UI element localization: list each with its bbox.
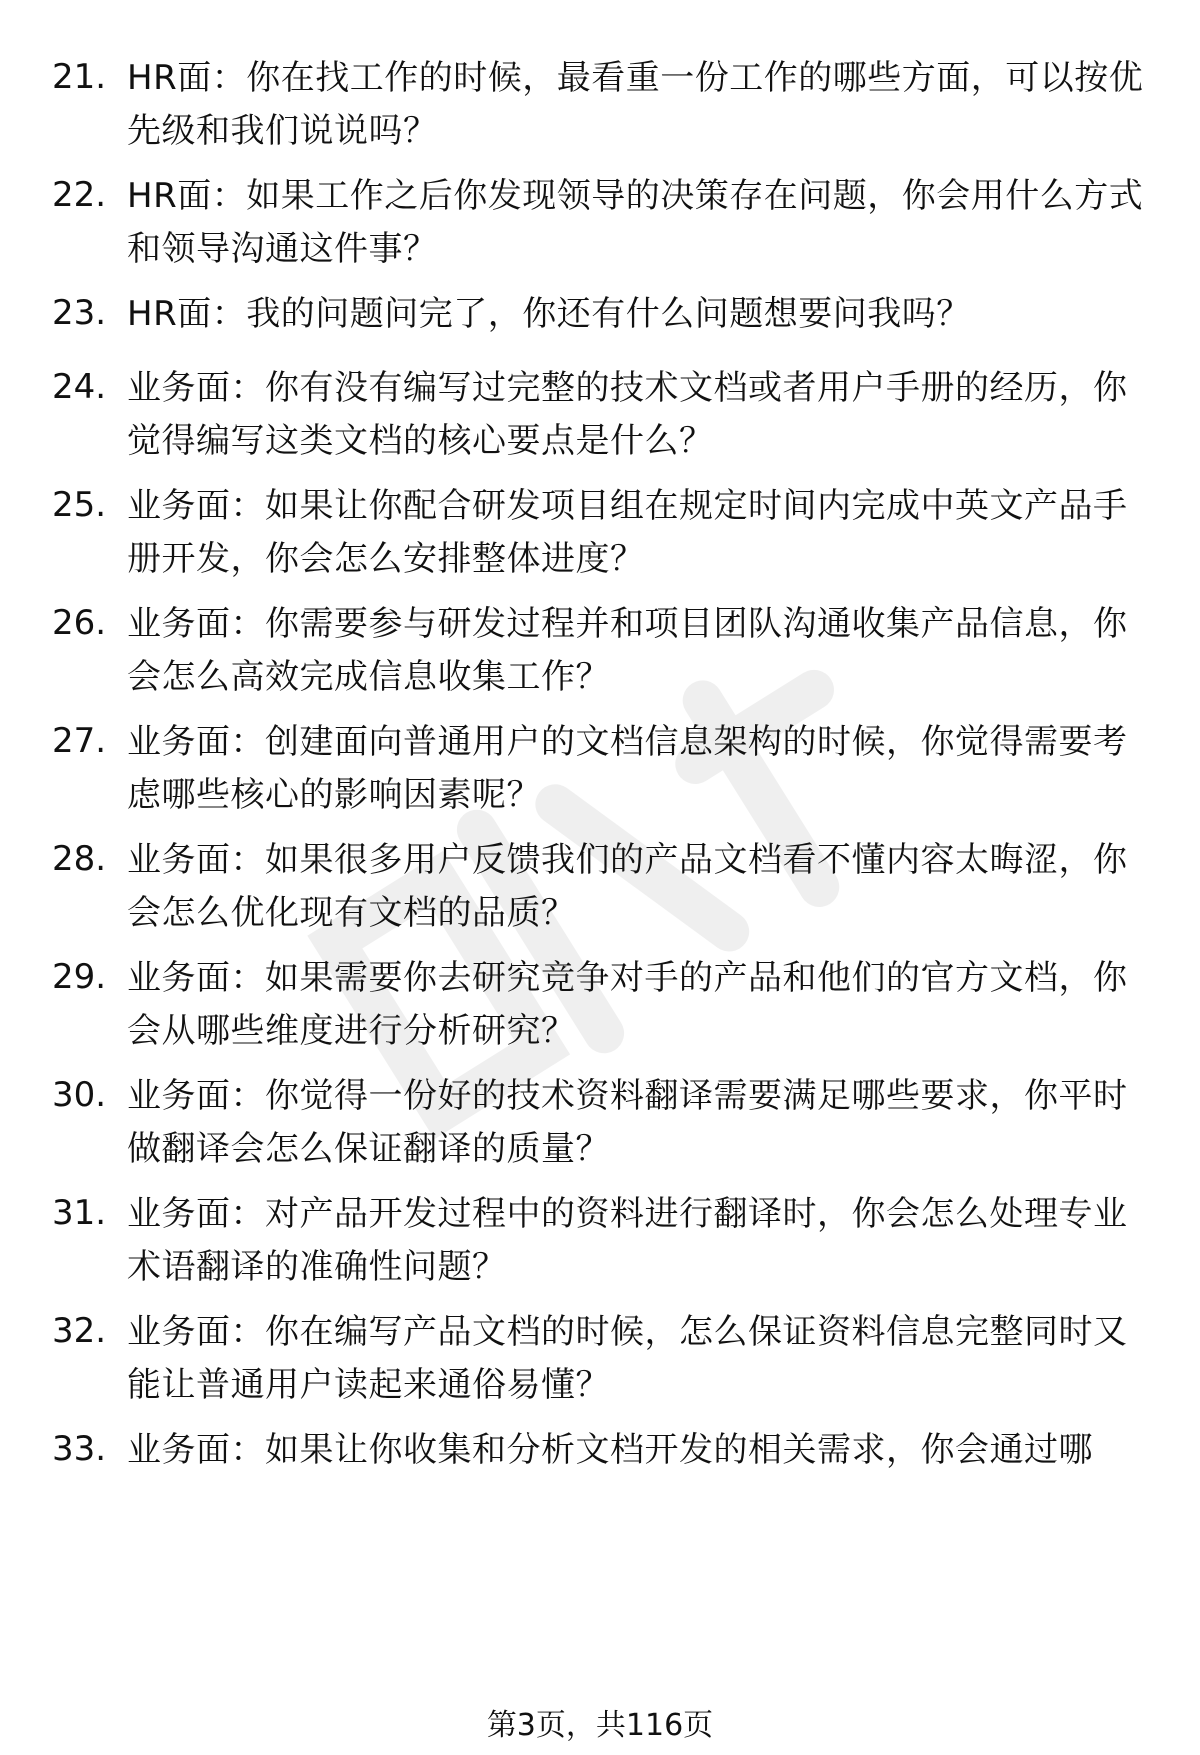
question-number: 24. <box>52 367 107 407</box>
question-item <box>0 1188 1200 1308</box>
page-footer: 第3页，共116页 <box>486 1708 714 1743</box>
question-text: 业务面：对产品开发过程中的资料进行翻译时，你会怎么处理专业术语翻译的准确性问题？ <box>127 1194 1128 1287</box>
question-item <box>0 834 1200 954</box>
question-text: 业务面：如果需要你去研究竞争对手的产品和他们的官方文档，你会从哪些维度进行分析研究？ <box>127 958 1128 1051</box>
question-number: 28. <box>52 839 107 879</box>
question-number: 23. <box>52 293 107 333</box>
question-item <box>0 1424 1200 1544</box>
question-number: 32. <box>52 1311 107 1351</box>
question-text: 业务面：如果让你配合研发项目组在规定时间内完成中英文产品手册开发，你会怎么安排整体进度？ <box>127 486 1128 579</box>
question-text: HR面：你在找工作的时候，最看重一份工作的哪些方面，可以按优先级和我们说说吗？ <box>127 58 1144 151</box>
question-item <box>0 480 1200 600</box>
question-number: 33. <box>52 1429 107 1469</box>
question-item <box>0 362 1200 482</box>
question-number: 31. <box>52 1193 107 1233</box>
question-item <box>0 716 1200 836</box>
question-number: 26. <box>52 603 107 643</box>
question-number: 30. <box>52 1075 107 1115</box>
question-number: 21. <box>52 57 107 97</box>
question-item <box>0 598 1200 718</box>
question-item <box>0 52 1200 172</box>
question-item <box>0 1306 1200 1426</box>
question-number: 25. <box>52 485 107 525</box>
question-text: 业务面：你需要参与研发过程并和项目团队沟通收集产品信息，你会怎么高效完成信息收集工作？ <box>127 604 1128 697</box>
question-text: 业务面：你有没有编写过完整的技术文档或者用户手册的经历，你觉得编写这类文档的核心要点是什么？ <box>127 368 1128 461</box>
question-item <box>0 170 1200 290</box>
question-text: HR面：我的问题问完了，你还有什么问题想要问我吗？ <box>127 294 971 334</box>
question-text: 业务面：如果很多用户反馈我们的产品文档看不懂内容太晦涩，你会怎么优化现有文档的品质？ <box>127 840 1128 933</box>
question-text: HR面：如果工作之后你发现领导的决策存在问题，你会用什么方式和领导沟通这件事？ <box>127 176 1144 269</box>
question-number: 22. <box>52 175 107 215</box>
question-text: 业务面：你觉得一份好的技术资料翻译需要满足哪些要求，你平时做翻译会怎么保证翻译的质量？ <box>127 1076 1128 1169</box>
question-text: 业务面：如果让你收集和分析文档开发的相关需求，你会通过哪 <box>127 1430 1093 1470</box>
question-number: 27. <box>52 721 107 761</box>
question-item <box>0 1070 1200 1190</box>
question-number: 29. <box>52 957 107 997</box>
question-text: 业务面：创建面向普通用户的文档信息架构的时候，你觉得需要考虑哪些核心的影响因素呢？ <box>127 722 1128 815</box>
question-text: 业务面：你在编写产品文档的时候，怎么保证资料信息完整同时又能让普通用户读起来通俗易懂？ <box>127 1312 1128 1405</box>
question-item <box>0 952 1200 1072</box>
